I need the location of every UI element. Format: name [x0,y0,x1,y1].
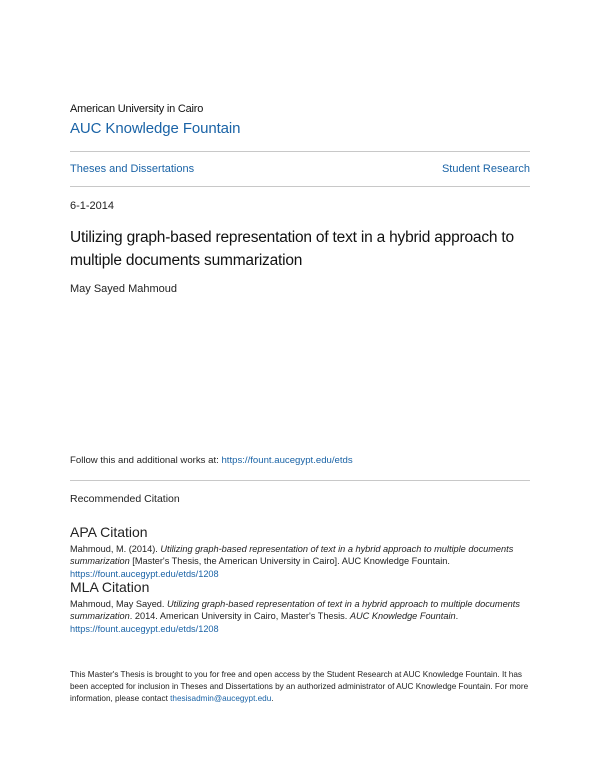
apa-prefix: Mahmoud, M. (2014). [70,544,161,554]
access-notice [70,669,532,704]
mla-title: Utilizing graph-based representation of text in a hybrid approach to multiple documents summarization [70,599,520,622]
contact-email-link[interactable]: thesisadmin@aucegypt.edu [170,693,272,703]
recommended-citation-label: Recommended Citation [70,493,180,505]
follow-line [70,455,353,466]
mla-url-link[interactable]: https://fount.aucegypt.edu/etds/1208 [70,623,219,634]
document-title: Utilizing graph-based representation of text in a hybrid approach to multiple documents summarization [70,229,514,269]
mla-publisher: AUC Knowledge Fountain [349,611,456,622]
apa-title: Utilizing graph-based representation of text in a hybrid approach to multiple documents summarization [70,544,514,567]
divider-citation [70,480,530,481]
repository-link[interactable]: AUC Knowledge Fountain [70,120,241,137]
breadcrumb-student-research-link[interactable]: Student Research [441,163,530,175]
publication-date: 6-1-2014 [70,200,115,212]
access-notice-end: . [271,693,274,703]
mla-citation-heading: MLA Citation [70,579,150,595]
apa-url-link[interactable]: https://fount.aucegypt.edu/etds/1208 [70,568,219,579]
breadcrumb-theses-link[interactable]: Theses and Dissertations [70,163,195,175]
institution-name: American University in Cairo [70,103,204,115]
apa-citation-heading: APA Citation [70,524,148,540]
access-notice-text: This Master's Thesis is brought to you for free and open access by the Student Research at AUC Knowledge Fountain. It has been accepted for inclusion in Theses and Dissertations by an authorized administrator of AUC Knowledge Fountain. For more information, please contact [70,670,529,703]
divider-top [70,151,530,152]
follow-text: Follow this and additional works at: [70,455,222,466]
author-name: May Sayed Mahmoud [70,283,177,295]
mla-prefix: Mahmoud, May Sayed. [70,599,168,609]
mla-citation-body [70,598,532,635]
mla-end: . [455,611,459,622]
follow-url-link[interactable]: https://fount.aucegypt.edu/etds [221,455,353,466]
mla-middle: . 2014. American University in Cairo, Master's Thesis. [129,611,350,622]
apa-suffix: [Master's Thesis, the American University in Cairo]. AUC Knowledge Fountain. [129,556,450,567]
divider-breadcrumb [70,186,530,187]
apa-citation-body [70,543,532,580]
